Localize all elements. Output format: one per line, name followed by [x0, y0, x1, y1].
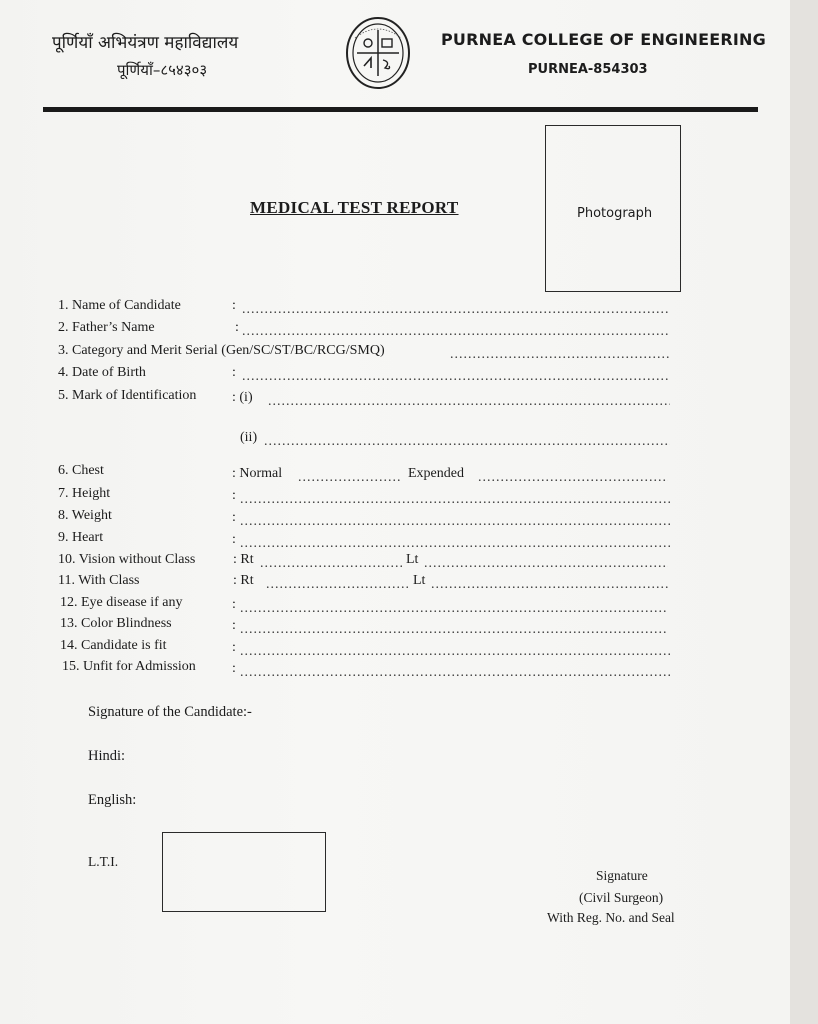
- field-sep-color-blindness: :: [232, 618, 236, 633]
- field-sep-dob: :: [232, 365, 236, 380]
- field-line-fit[interactable]: [240, 644, 670, 658]
- field-sep-identification-1: : (i): [232, 390, 253, 405]
- field-label-unfit: 15. Unfit for Admission: [62, 659, 196, 674]
- page-edge: [790, 0, 818, 1024]
- field-sep-unfit: :: [232, 661, 236, 676]
- field-sep-identification-2: (ii): [240, 430, 258, 445]
- field-line-unfit[interactable]: [240, 665, 670, 679]
- hindi-college-address: पूर्णियाँ–८५४३०३: [117, 61, 208, 79]
- lti-label: L.T.I.: [88, 854, 119, 869]
- field-sep-heart: :: [232, 532, 236, 547]
- field-label-color-blindness: 13. Color Blindness: [60, 616, 172, 631]
- field-sep-height: :: [232, 488, 236, 503]
- field-mid-chest: Expended: [408, 466, 464, 481]
- photograph-label: Photograph: [577, 206, 653, 221]
- field-line-chest-expended[interactable]: [478, 470, 668, 484]
- field-sep-eye-disease: :: [232, 597, 236, 612]
- field-sep-fit: :: [232, 640, 236, 655]
- field-line-father[interactable]: [242, 324, 670, 338]
- field-line-with-class-lt[interactable]: [431, 577, 668, 591]
- field-label-identification: 5. Mark of Identification: [58, 388, 197, 403]
- field-line-height[interactable]: [240, 492, 670, 506]
- report-title: MEDICAL TEST REPORT: [250, 198, 459, 217]
- field-mid-with-class: Lt: [413, 573, 426, 588]
- college-name: PURNEA COLLEGE OF ENGINEERING: [441, 30, 766, 49]
- field-line-name[interactable]: [242, 302, 670, 316]
- college-address: PURNEA-854303: [528, 62, 648, 77]
- hindi-signature-label: Hindi:: [88, 748, 126, 764]
- field-sep-vision: : Rt: [233, 552, 254, 567]
- field-label-father: 2. Father’s Name: [58, 320, 155, 335]
- header-divider: [43, 107, 758, 112]
- field-line-identification-1[interactable]: [268, 394, 670, 408]
- field-line-dob[interactable]: [242, 369, 670, 383]
- civil-surgeon-signature-label: Signature: [596, 868, 648, 883]
- hindi-college-name: पूर्णियाँ अभियंत्रण महाविद्यालय: [52, 33, 239, 53]
- field-label-chest: 6. Chest: [58, 463, 104, 478]
- candidate-signature-label: Signature of the Candidate:-: [88, 704, 252, 720]
- field-line-category[interactable]: [450, 347, 670, 361]
- field-label-heart: 9. Heart: [58, 530, 104, 545]
- field-label-category: 3. Category and Merit Serial (Gen/SC/ST/BC/RCG/SMQ): [58, 343, 385, 358]
- field-label-dob: 4. Date of Birth: [58, 365, 146, 380]
- field-sep-with-class: : Rt: [233, 573, 254, 588]
- field-line-chest-normal[interactable]: [298, 470, 402, 484]
- field-line-vision-lt[interactable]: [424, 556, 668, 570]
- field-line-identification-2[interactable]: [264, 434, 670, 448]
- field-label-with-class: 11. With Class: [58, 573, 140, 588]
- field-label-name: 1. Name of Candidate: [58, 298, 181, 313]
- field-label-height: 7. Height: [58, 486, 111, 501]
- field-sep-chest: : Normal: [232, 466, 283, 481]
- field-line-color-blindness[interactable]: [240, 622, 668, 636]
- civil-surgeon-reg-seal: With Reg. No. and Seal: [547, 910, 675, 925]
- field-label-eye-disease: 12. Eye disease if any: [60, 595, 183, 610]
- field-label-vision: 10. Vision without Class: [58, 552, 196, 567]
- field-mid-vision: Lt: [406, 552, 419, 567]
- field-line-with-class-rt[interactable]: [266, 577, 408, 591]
- field-line-heart[interactable]: [240, 536, 670, 550]
- field-sep-weight: :: [232, 510, 236, 525]
- field-line-weight[interactable]: [240, 514, 670, 528]
- field-label-weight: 8. Weight: [58, 508, 112, 523]
- field-line-eye-disease[interactable]: [240, 601, 668, 615]
- field-label-fit: 14. Candidate is fit: [60, 638, 167, 653]
- field-sep-name: :: [232, 298, 236, 313]
- civil-surgeon-title: (Civil Surgeon): [579, 890, 664, 905]
- field-line-vision-rt[interactable]: [260, 556, 402, 570]
- college-seal-logo: [345, 16, 411, 90]
- english-signature-label: English:: [88, 792, 137, 808]
- lti-thumb-box[interactable]: [162, 832, 326, 912]
- field-sep-father: :: [235, 320, 239, 335]
